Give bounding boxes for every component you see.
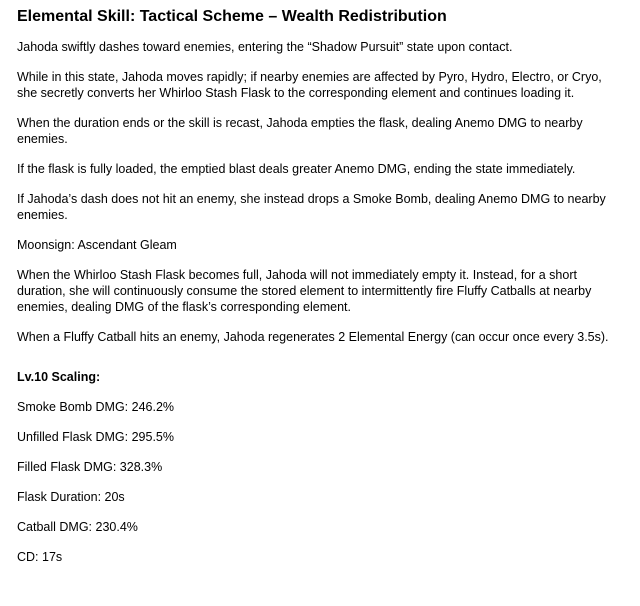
scaling-heading: Lv.10 Scaling: — [17, 370, 101, 384]
paragraph-dash: Jahoda swiftly dashes toward enemies, entering the “Shadow Pursuit” state upon contact. — [17, 40, 513, 54]
stat-unfilled-flask-dmg: Unfilled Flask DMG: 295.5% — [17, 430, 175, 444]
skill-document — [17, 7, 617, 579]
paragraph-moonsign: Moonsign: Ascendant Gleam — [17, 238, 177, 252]
paragraph-catballs: When the Whirloo Stash Flask becomes full, Jahoda will not immediately empty it. Instead, for a short duration, she will continuously consume the stored element to intermittently fire Fluffy Catballs at nearby enemies, dealing DMG of the flask’s corresponding element. — [17, 268, 592, 314]
stat-flask-duration: Flask Duration: 20s — [17, 490, 125, 504]
stat-cooldown: CD: 17s — [17, 550, 63, 564]
paragraph-duration-end: When the duration ends or the skill is recast, Jahoda empties the flask, dealing Anemo DMG to nearby enemies. — [17, 116, 583, 146]
paragraph-energy-regen: When a Fluffy Catball hits an enemy, Jahoda regenerates 2 Elemental Energy (can occur once every 3.5s). — [17, 330, 609, 344]
stat-filled-flask-dmg: Filled Flask DMG: 328.3% — [17, 460, 163, 474]
paragraph-full-flask: If the flask is fully loaded, the emptied blast deals greater Anemo DMG, ending the state immediately. — [17, 162, 576, 176]
stat-smoke-bomb-dmg: Smoke Bomb DMG: 246.2% — [17, 400, 175, 414]
skill-title: Elemental Skill: Tactical Scheme – Wealth Redistribution — [17, 8, 447, 25]
paragraph-shadow-pursuit: While in this state, Jahoda moves rapidly; if nearby enemies are affected by Pyro, Hydro, Electro, or Cryo, she secretly converts her Whirloo Stash Flask to the corresponding element and continues loading it. — [17, 70, 602, 100]
stat-catball-dmg: Catball DMG: 230.4% — [17, 520, 138, 534]
paragraph-smoke-bomb: If Jahoda’s dash does not hit an enemy, she instead drops a Smoke Bomb, dealing Anemo DMG to nearby enemies. — [17, 192, 606, 222]
